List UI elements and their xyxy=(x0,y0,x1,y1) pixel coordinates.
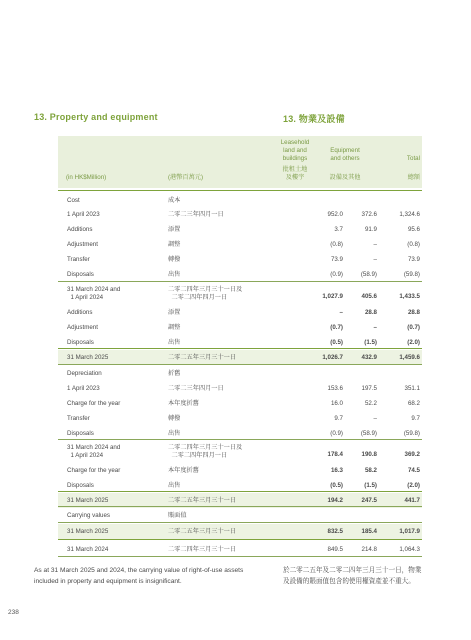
value-total: 1,017.9 xyxy=(399,528,420,535)
table-rule xyxy=(58,539,422,540)
row-label-zh: 本年度折舊 xyxy=(168,467,199,474)
table-rule xyxy=(58,281,422,282)
value-equipment: 247.5 xyxy=(361,497,377,504)
value-leasehold: 3.7 xyxy=(334,226,343,233)
value-leasehold: (0.9) xyxy=(330,430,343,437)
row-label-en: Transfer xyxy=(67,256,90,263)
value-total: 369.2 xyxy=(404,451,420,458)
row-label-en: Disposals xyxy=(67,482,94,489)
value-total: 68.2 xyxy=(407,400,420,407)
value-leasehold: 178.4 xyxy=(327,451,343,458)
footnote-en: As at 31 March 2025 and 2024, the carrying value of right-of-use assets included in property and equipment is insignificant. xyxy=(34,567,244,585)
row-label-en: Transfer xyxy=(67,415,90,422)
value-equipment: – xyxy=(373,256,377,263)
table-rule xyxy=(58,439,422,440)
page-number: 238 xyxy=(8,609,19,616)
col-header-total-zh: 總額 xyxy=(407,174,420,181)
row-label-en: Disposals xyxy=(67,430,94,437)
footnote-zh: 於二零二五年及二零二四年三月三十一日，物業及設備的賬面值包含的使用權資產並不重大。 xyxy=(283,567,422,585)
value-leasehold: (0.7) xyxy=(330,324,343,331)
row-label-en: 31 March 2025 xyxy=(67,354,109,361)
row-label-zh: 二零二四年三月三十一日及 二零二四年四月一日 xyxy=(168,444,243,459)
value-equipment: – xyxy=(373,241,377,248)
row-label-zh: 本年度折舊 xyxy=(168,400,199,407)
value-leasehold: 1,026.7 xyxy=(322,354,343,361)
table-row xyxy=(58,237,422,252)
value-leasehold: 1,027.9 xyxy=(322,293,343,300)
value-total: (2.0) xyxy=(407,482,420,489)
value-leasehold: – xyxy=(339,309,343,316)
table-row xyxy=(58,350,422,365)
table-row xyxy=(58,222,422,237)
value-total: 73.9 xyxy=(407,256,420,263)
col-header-equipment-en: Equipment and others xyxy=(330,147,360,162)
unit-label-zh: (港幣百萬元) xyxy=(168,174,204,181)
row-label-en: 31 March 2025 xyxy=(67,528,109,535)
value-leasehold: 16.0 xyxy=(330,400,343,407)
row-label-en: 31 March 2024 and 1 April 2024 xyxy=(67,444,121,459)
value-total: 95.6 xyxy=(407,226,420,233)
value-leasehold: 832.5 xyxy=(327,528,343,535)
value-equipment: 190.8 xyxy=(361,451,377,458)
section-heading-zh: 13. 物業及設備 xyxy=(283,114,345,124)
row-label-zh: 調整 xyxy=(168,241,181,248)
table-rule xyxy=(58,491,422,492)
row-label-zh: 出售 xyxy=(168,430,181,437)
row-label-zh: 出售 xyxy=(168,271,181,278)
value-total: 1,324.6 xyxy=(399,211,420,218)
table-row xyxy=(58,366,422,381)
value-leasehold: (0.8) xyxy=(330,241,343,248)
value-equipment: (58.9) xyxy=(360,271,377,278)
row-label-zh: 賬面值 xyxy=(168,512,187,519)
col-header-leasehold-en: Leasehold land and buildings xyxy=(280,139,310,162)
value-equipment: – xyxy=(373,415,377,422)
row-label-en: Charge for the year xyxy=(67,400,121,407)
value-leasehold: (0.5) xyxy=(330,482,343,489)
col-header-equipment-zh: 設備及其他 xyxy=(329,174,361,181)
value-total: (59.8) xyxy=(403,430,420,437)
value-equipment: 214.8 xyxy=(361,546,377,553)
row-label-zh: 二零二四年三月三十一日 xyxy=(168,546,237,553)
row-label-zh: 添置 xyxy=(168,309,181,316)
value-total: 1,459.6 xyxy=(399,354,420,361)
row-label-zh: 折舊 xyxy=(168,370,181,377)
row-label-en: 31 March 2024 xyxy=(67,546,109,553)
row-label-zh: 二零二三年四月一日 xyxy=(168,211,224,218)
col-header-leasehold-zh: 批租土地 及樓宇 xyxy=(282,166,308,181)
value-leasehold: 9.7 xyxy=(334,415,343,422)
table-rule xyxy=(58,556,422,557)
table-row xyxy=(58,193,422,208)
table-row xyxy=(58,441,422,463)
value-leasehold: (0.5) xyxy=(330,339,343,346)
row-label-zh: 轉撥 xyxy=(168,256,181,263)
value-total: 74.5 xyxy=(407,467,420,474)
row-label-zh: 添置 xyxy=(168,226,181,233)
row-label-zh: 成本 xyxy=(168,197,181,204)
value-equipment: 197.5 xyxy=(361,385,377,392)
value-equipment: 432.9 xyxy=(361,354,377,361)
table-rule xyxy=(58,522,422,523)
table-row xyxy=(58,283,422,305)
row-label-zh: 二零二四年三月三十一日及 二零二四年四月一日 xyxy=(168,286,243,301)
row-label-zh: 出售 xyxy=(168,339,181,346)
table-row xyxy=(58,252,422,267)
row-label-en: Cost xyxy=(67,197,80,204)
table-row xyxy=(58,267,422,282)
col-header-total-en: Total xyxy=(406,155,420,162)
table-rule xyxy=(58,506,422,507)
value-leasehold: 952.0 xyxy=(327,211,343,218)
row-label-en: Depreciation xyxy=(67,370,102,377)
value-leasehold: 16.3 xyxy=(330,467,343,474)
value-total: (2.0) xyxy=(407,339,420,346)
value-equipment: 28.8 xyxy=(364,309,377,316)
value-leasehold: 73.9 xyxy=(330,256,343,263)
table-rule xyxy=(58,190,422,191)
row-label-en: Additions xyxy=(67,226,93,233)
row-label-en: 1 April 2023 xyxy=(67,385,100,392)
row-label-zh: 轉撥 xyxy=(168,415,181,422)
row-label-en: Adjustment xyxy=(67,241,98,248)
row-label-zh: 二零二五年三月三十一日 xyxy=(168,354,237,361)
value-total: 441.7 xyxy=(404,497,420,504)
value-total: 28.8 xyxy=(407,309,420,316)
value-leasehold: 849.5 xyxy=(327,546,343,553)
value-equipment: 405.6 xyxy=(361,293,377,300)
value-equipment: (1.5) xyxy=(364,339,377,346)
value-total: (59.8) xyxy=(403,271,420,278)
table-row xyxy=(58,207,422,222)
table-row xyxy=(58,305,422,320)
table-row xyxy=(58,396,422,411)
value-total: 9.7 xyxy=(411,415,420,422)
table-row xyxy=(58,542,422,557)
table-row xyxy=(58,508,422,523)
value-total: (0.7) xyxy=(407,324,420,331)
value-leasehold: (0.9) xyxy=(330,271,343,278)
table-row xyxy=(58,524,422,539)
value-total: 1,064.3 xyxy=(399,546,420,553)
table-row xyxy=(58,411,422,426)
row-label-zh: 出售 xyxy=(168,482,181,489)
value-leasehold: 153.6 xyxy=(327,385,343,392)
value-equipment: (58.9) xyxy=(360,430,377,437)
value-leasehold: 194.2 xyxy=(327,497,343,504)
value-total: 1,433.5 xyxy=(399,293,420,300)
row-label-en: 31 March 2024 and 1 April 2024 xyxy=(67,286,121,301)
row-label-en: Disposals xyxy=(67,339,94,346)
row-label-en: Carrying values xyxy=(67,512,110,519)
value-total: (0.8) xyxy=(407,241,420,248)
row-label-zh: 調整 xyxy=(168,324,181,331)
section-heading-en: 13. Property and equipment xyxy=(34,112,158,122)
table-rule xyxy=(58,348,422,349)
value-equipment: 91.9 xyxy=(364,226,377,233)
row-label-zh: 二零二五年三月三十一日 xyxy=(168,497,237,504)
row-label-en: Disposals xyxy=(67,271,94,278)
row-label-en: 31 March 2025 xyxy=(67,497,109,504)
value-equipment: 185.4 xyxy=(361,528,377,535)
value-total: 351.1 xyxy=(404,385,420,392)
value-equipment: (1.5) xyxy=(364,482,377,489)
table-row xyxy=(58,463,422,478)
value-equipment: 58.2 xyxy=(364,467,377,474)
row-label-en: Adjustment xyxy=(67,324,98,331)
value-equipment: 372.6 xyxy=(361,211,377,218)
table-row xyxy=(58,320,422,335)
value-equipment: 52.2 xyxy=(364,400,377,407)
table-row xyxy=(58,381,422,396)
row-label-en: Charge for the year xyxy=(67,467,121,474)
row-label-zh: 二零二三年四月一日 xyxy=(168,385,224,392)
table-rule xyxy=(58,364,422,365)
unit-label-en: (in HK$Million) xyxy=(66,174,107,181)
row-label-zh: 二零二五年三月三十一日 xyxy=(168,528,237,535)
value-equipment: – xyxy=(373,324,377,331)
row-label-en: 1 April 2023 xyxy=(67,211,100,218)
row-label-en: Additions xyxy=(67,309,93,316)
